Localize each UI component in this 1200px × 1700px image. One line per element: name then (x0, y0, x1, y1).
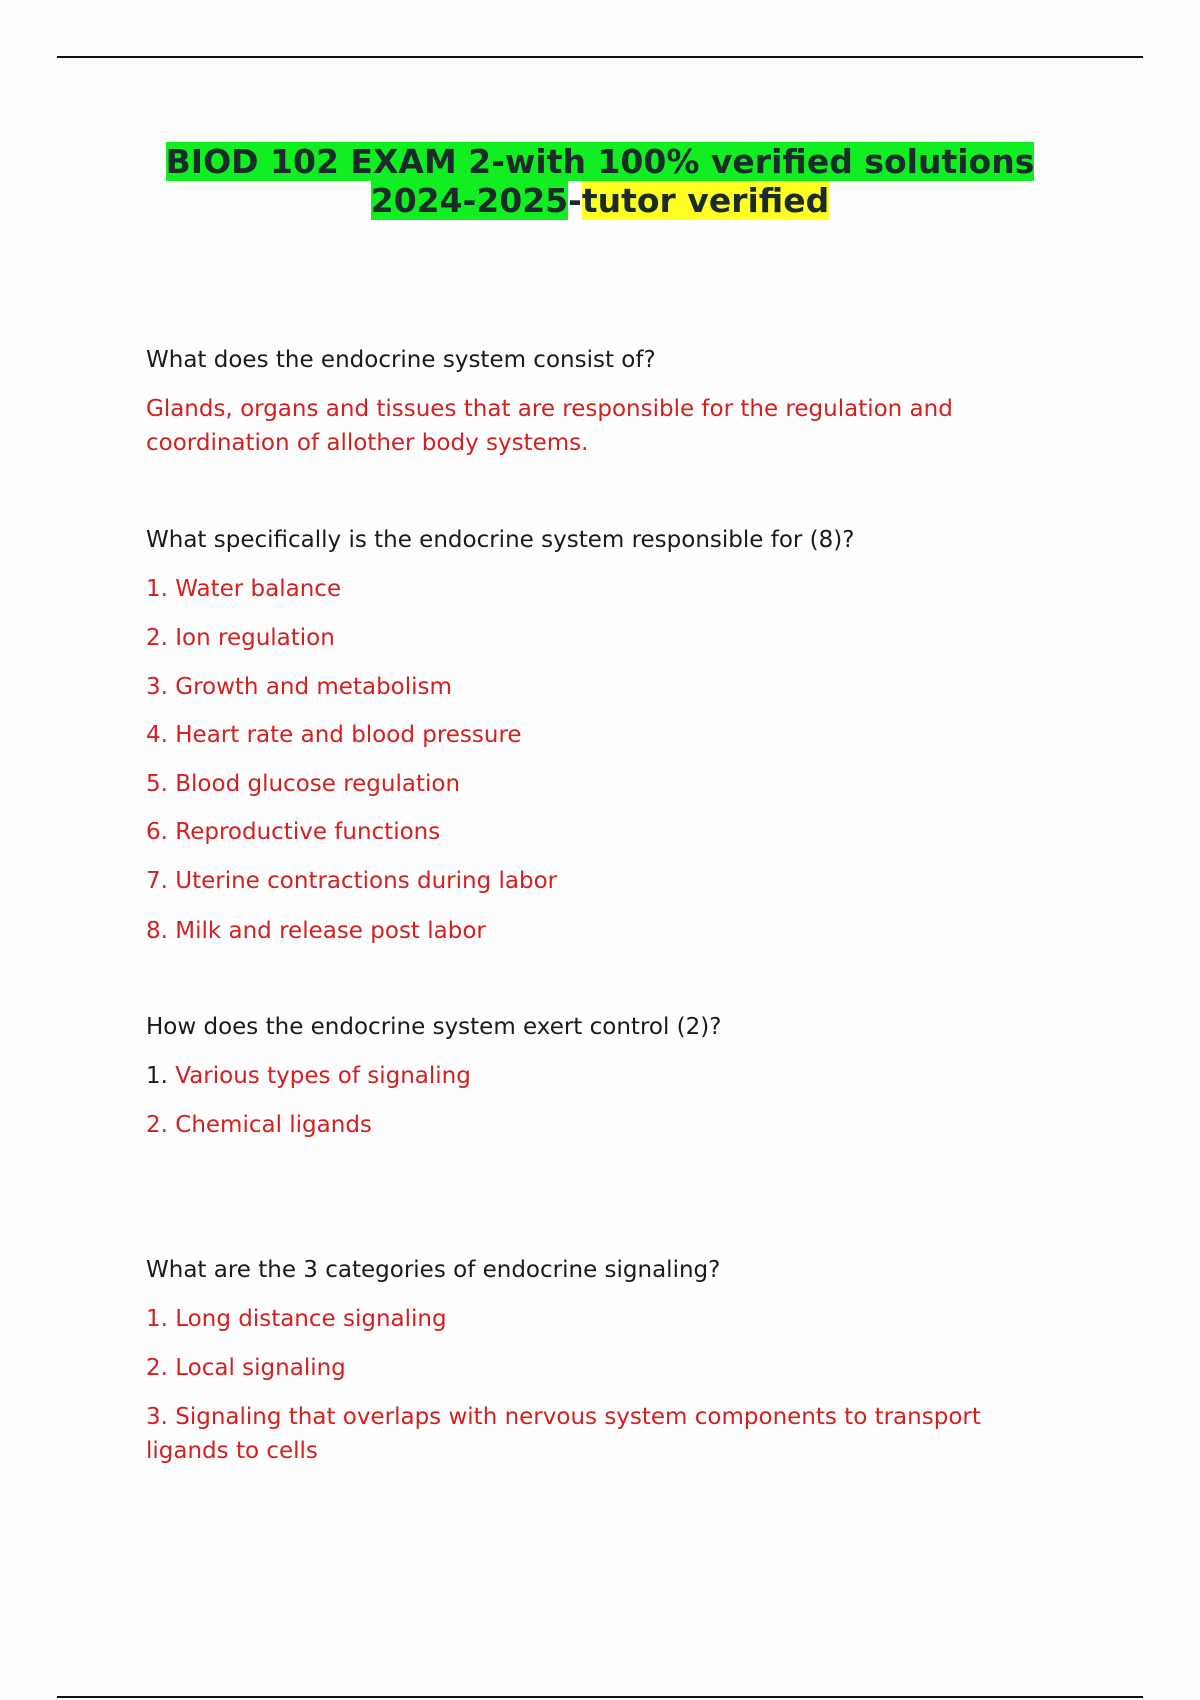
question-2: What specifically is the endocrine system responsible for (8)? (146, 527, 855, 553)
question-4: What are the 3 categories of endocrine signaling? (146, 1257, 721, 1283)
title-line1: BIOD 102 EXAM 2-with 100% verified solutions (165, 142, 1035, 181)
title-tag: tutor verified (581, 181, 830, 220)
answer-3-item-1-number: 1. (146, 1063, 168, 1089)
question-1: What does the endocrine system consist of? (146, 347, 656, 373)
answer-1-text: Glands, organs and tissues that are responsible for the regulation and coordination of allother body systems. (146, 396, 953, 456)
answer-3-item-1 (146, 1059, 1046, 1093)
top-rule (57, 56, 1143, 58)
answer-2-item-1: 1. Water balance (146, 576, 342, 602)
answer-4-item-1: 1. Long distance signaling (146, 1306, 447, 1332)
answer-2-item-3: 3. Growth and metabolism (146, 674, 452, 700)
answer-2-item-4: 4. Heart rate and blood pressure (146, 722, 522, 748)
title-dash: - (568, 181, 582, 220)
answer-2-item-5: 5. Blood glucose regulation (146, 771, 461, 797)
title-year: 2024-2025 (370, 181, 569, 220)
answer-4-item-2: 2. Local signaling (146, 1355, 346, 1381)
answer-2-item-2: 2. Ion regulation (146, 625, 335, 651)
answer-2-item-8: 8. Milk and release post labor (146, 918, 486, 944)
document-title (0, 142, 1200, 220)
answer-2-item-7: 7. Uterine contractions during labor (146, 868, 558, 894)
answer-3-item-2: 2. Chemical ligands (146, 1112, 372, 1138)
bottom-rule (57, 1696, 1143, 1698)
answer-3-item-1-text: Various types of signaling (175, 1063, 471, 1089)
answer-4-item-3: 3. Signaling that overlaps with nervous system components to transport ligands to cells (146, 1404, 981, 1464)
answer-2-item-6: 6. Reproductive functions (146, 819, 441, 845)
question-3: How does the endocrine system exert control (2)? (146, 1014, 722, 1040)
